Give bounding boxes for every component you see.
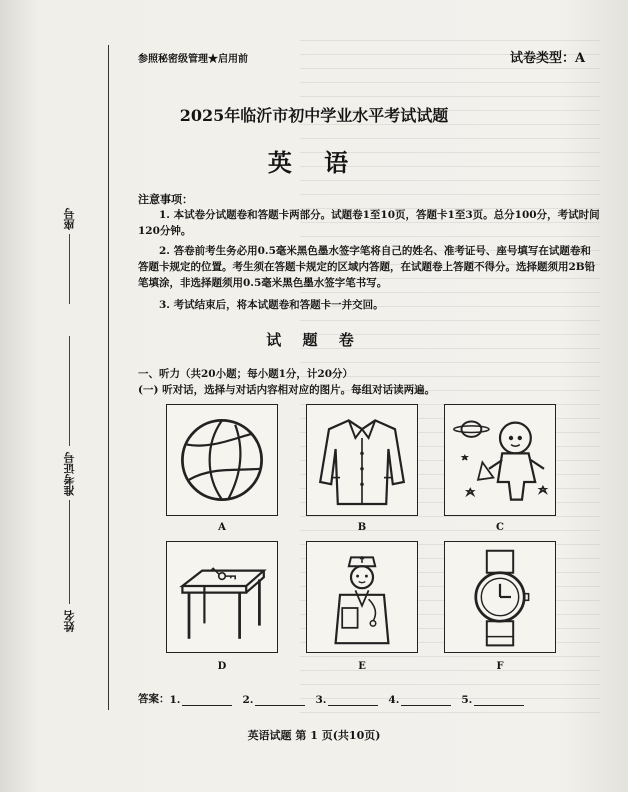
subject-title: 英 语	[267, 148, 361, 177]
paper-type: 试卷类型：A	[510, 51, 586, 66]
answer-line[interactable]	[401, 694, 451, 706]
picture-c-label: C	[496, 522, 504, 533]
answer-blank-5[interactable]	[461, 691, 524, 706]
wristwatch-icon	[445, 542, 555, 652]
name-blank	[69, 500, 70, 604]
page-footer: 英语试题 第 1 页(共10页)	[247, 729, 381, 742]
blouse-icon	[307, 405, 417, 515]
classification-text: 参照秘密级管理★启用前	[138, 54, 248, 65]
astronaut-icon	[445, 405, 555, 515]
answer-row	[138, 691, 534, 706]
picture-f-label: F	[496, 661, 504, 672]
answer-blank-2[interactable]	[242, 691, 305, 706]
listening-part-title: 一、听力（共20小题；每小题1分，计20分）	[138, 368, 354, 380]
answer-line[interactable]	[328, 694, 378, 706]
picture-d	[166, 541, 278, 653]
answer-number: 2.	[242, 694, 254, 706]
ticket-label: 准考证号	[63, 452, 76, 496]
answer-line[interactable]	[474, 694, 524, 706]
answer-blank-1[interactable]	[170, 691, 233, 706]
answer-number: 3.	[315, 694, 327, 706]
answer-label: 答案：	[138, 693, 170, 705]
picture-e-label: E	[358, 661, 366, 672]
picture-e	[306, 541, 418, 653]
answer-number: 1.	[169, 694, 181, 706]
answer-blank-4[interactable]	[388, 691, 451, 706]
seat-label: 座号	[63, 208, 76, 230]
section-title: 试 题 卷	[266, 331, 362, 349]
picture-a	[166, 404, 278, 516]
table-with-keys-icon	[167, 542, 277, 652]
picture-b	[306, 404, 418, 516]
answer-line[interactable]	[255, 694, 305, 706]
exam-title: 2025年临沂市初中学业水平考试试题	[179, 106, 449, 125]
ticket-blank	[69, 336, 70, 446]
note-item-3: 3. 考试结束后，将本试题卷和答题卡一并交回。	[159, 299, 384, 311]
answer-number: 5.	[461, 694, 473, 706]
notes-heading: 注意事项：	[138, 193, 193, 206]
answer-line[interactable]	[182, 694, 232, 706]
note-item-1: 1. 本试卷分试题卷和答题卡两部分。试题卷1至10页，答题卡1至3页。总分100分，考试时间120分钟。	[138, 209, 600, 237]
note-item-2: 2. 答卷前考生务必用0.5毫米黑色墨水签字笔将自己的姓名、准考证号、座号填写在试题卷和答题卡规定的位置。考生须在答题卡规定的区域内答题，在试题卷上答题不得分。选择题须用2B铅笔填涂，非选择题须用0.5毫米黑色墨水签字笔书写。	[138, 245, 596, 289]
picture-f	[444, 541, 556, 653]
picture-d-label: D	[217, 661, 227, 672]
answer-number: 4.	[388, 694, 400, 706]
volleyball-icon	[167, 405, 277, 515]
picture-a-label: A	[218, 522, 226, 533]
picture-c	[444, 404, 556, 516]
name-label: 姓名	[63, 610, 76, 632]
doctor-icon	[307, 542, 417, 652]
answer-blank-3[interactable]	[315, 691, 378, 706]
picture-b-label: B	[357, 522, 367, 533]
listening-sub-title: (一) 听对话，选择与对话内容相对应的图片。每组对话读两遍。	[138, 384, 436, 396]
seat-blank	[69, 234, 70, 304]
